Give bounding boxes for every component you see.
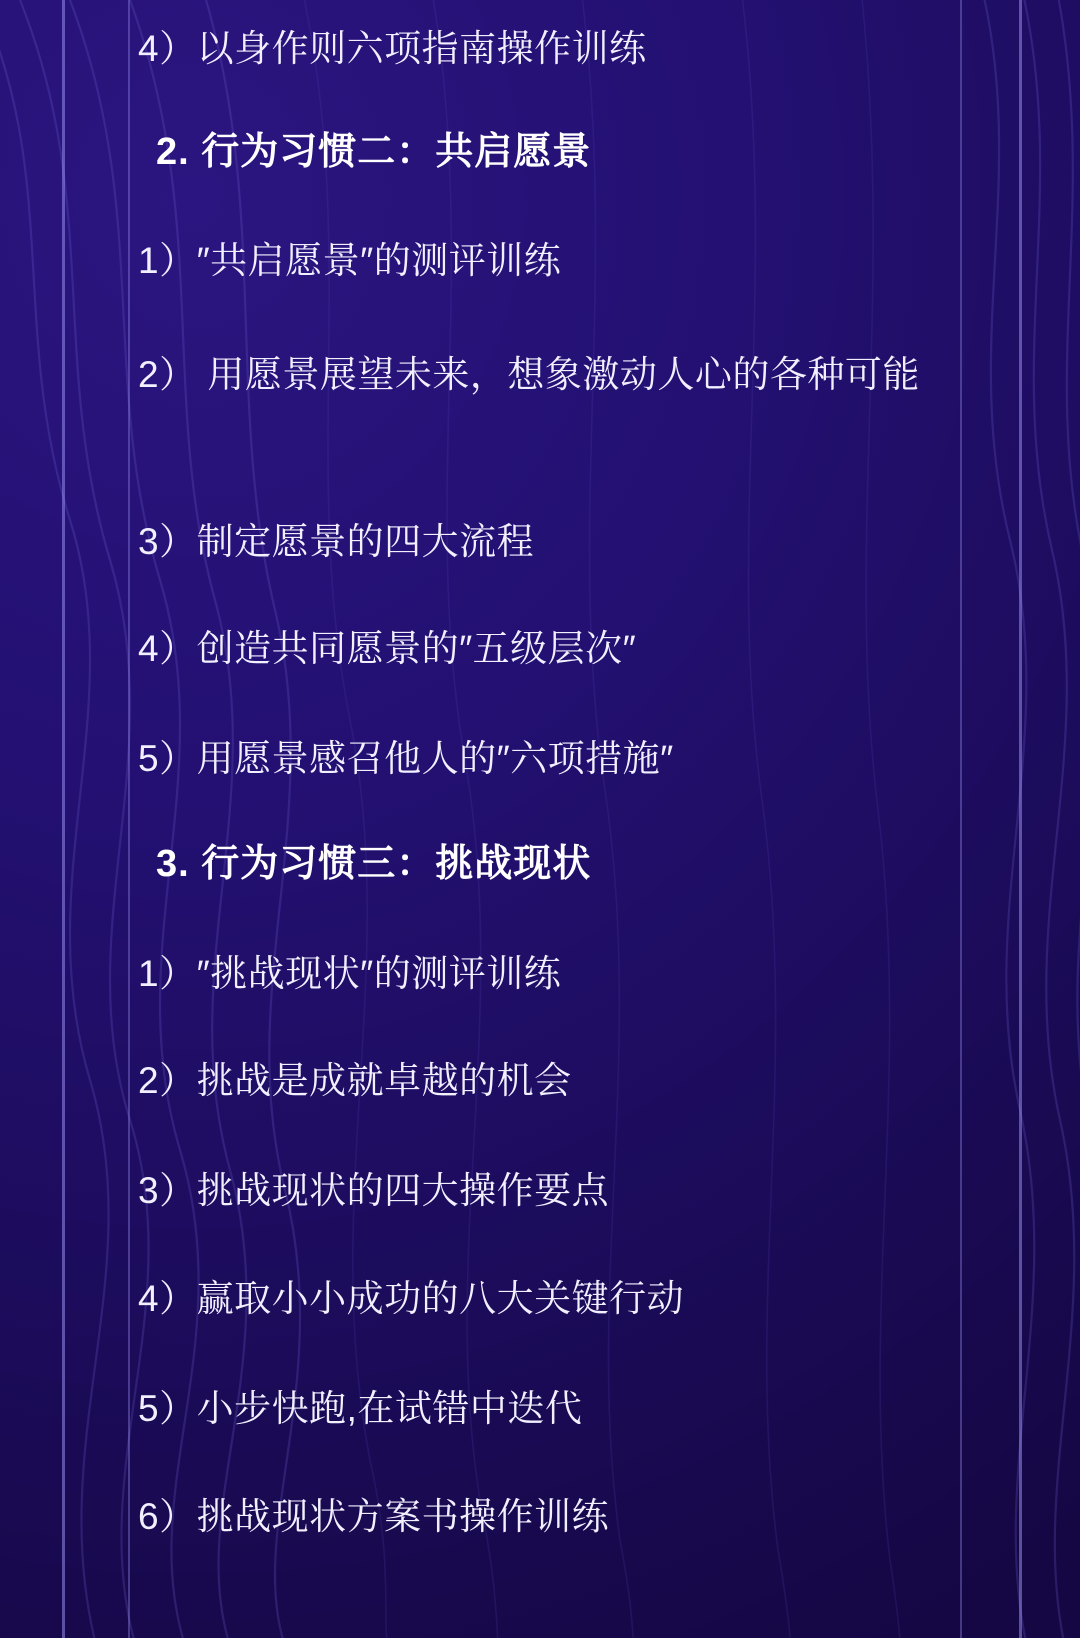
list-item <box>138 1390 940 1427</box>
section-heading-2 <box>138 133 940 171</box>
list-item <box>138 630 940 667</box>
course-outline-content <box>138 0 940 1638</box>
list-item-text: 1）″共启愿景″的测评训练 <box>138 240 562 281</box>
list-item-text: 6）挑战现状方案书操作训练 <box>138 1496 610 1537</box>
list-item <box>138 1062 940 1099</box>
list-item-text: 4）创造共同愿景的″五级层次″ <box>138 628 637 669</box>
list-item <box>138 242 940 279</box>
list-item <box>138 348 940 402</box>
list-item <box>138 955 940 992</box>
list-item-text: 3）挑战现状的四大操作要点 <box>138 1170 610 1211</box>
list-item-text: 2）挑战是成就卓越的机会 <box>138 1060 572 1101</box>
list-item-text: 3）制定愿景的四大流程 <box>138 521 535 562</box>
list-item-text: 1）″挑战现状″的测评训练 <box>138 953 562 994</box>
list-item-text: 5）小步快跑,在试错中迭代 <box>138 1388 583 1429</box>
heading-text: 3. 行为习惯三：挑战现状 <box>156 843 592 885</box>
list-item <box>138 1172 940 1209</box>
list-item <box>138 1498 940 1535</box>
heading-text: 2. 行为习惯二：共启愿景 <box>156 131 592 173</box>
list-item-text: 5）用愿景感召他人的″六项措施″ <box>138 738 674 779</box>
list-item <box>138 30 940 67</box>
left-inner-rule <box>128 0 130 1638</box>
section-heading-3 <box>138 845 940 883</box>
left-outer-rule <box>62 0 65 1638</box>
right-inner-rule <box>960 0 962 1638</box>
list-item <box>138 740 940 777</box>
list-item-text: 2） 用愿景展望未来，想象激动人心的各种可能 <box>138 354 920 395</box>
list-item <box>138 1280 940 1317</box>
list-item-text: 4）赢取小小成功的八大关键行动 <box>138 1278 685 1319</box>
list-item <box>138 523 940 560</box>
list-item-text: 4）以身作则六项指南操作训练 <box>138 28 647 69</box>
right-outer-rule <box>1019 0 1022 1638</box>
